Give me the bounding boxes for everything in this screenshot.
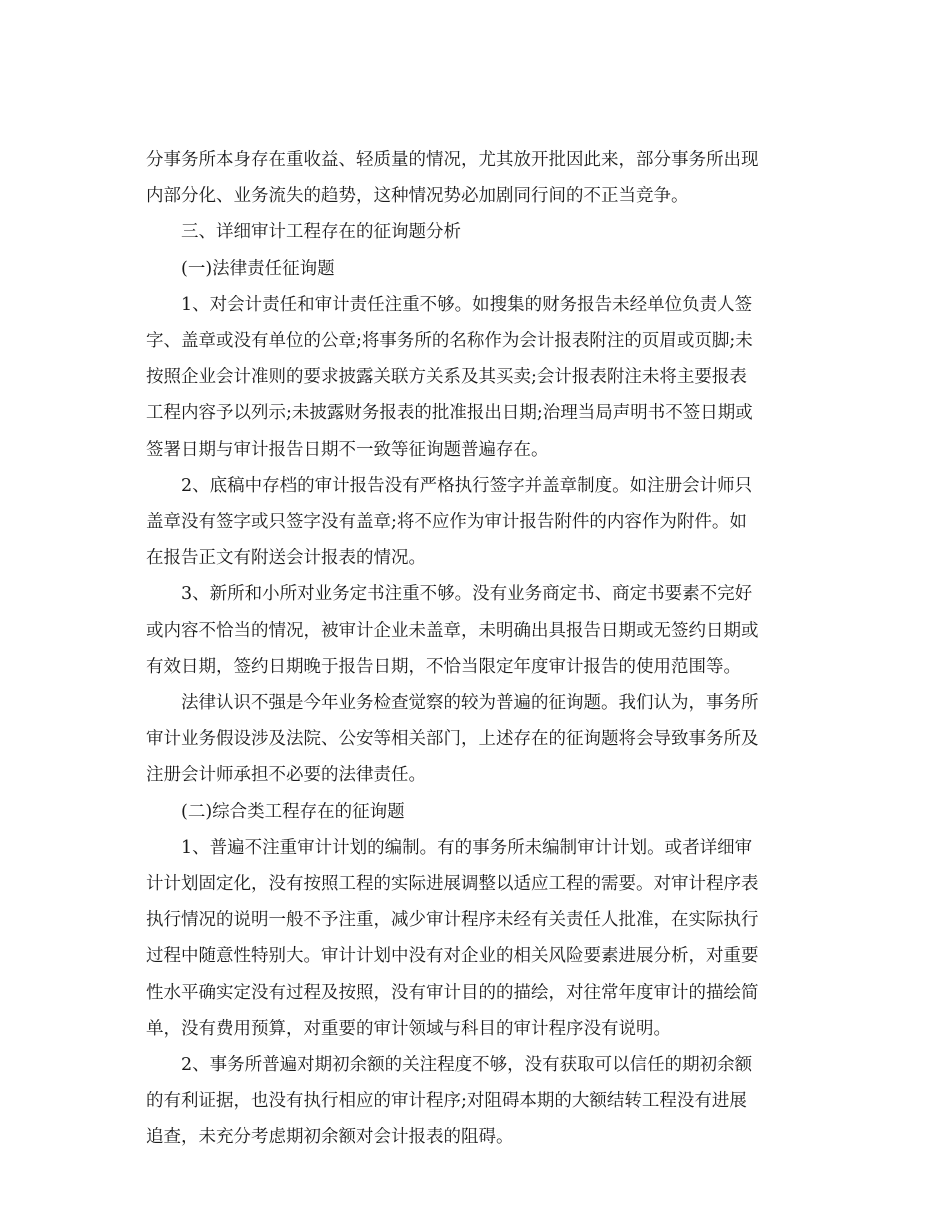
paragraph xyxy=(146,142,814,214)
text-line: (二)综合类工程存在的征询题 xyxy=(181,801,405,822)
text-line: 计计划固定化，没有按照工程的实际进展调整以适应工程的需要。对审计程序表 xyxy=(146,874,759,895)
paragraph xyxy=(146,1047,814,1156)
text-line: 单，没有费用预算，对重要的审计领域与科目的审计程序没有说明。 xyxy=(146,1018,671,1039)
text-line: 追查，未充分考虑期初余额对会计报表的阻碍。 xyxy=(146,1127,514,1148)
paragraph xyxy=(146,794,814,830)
text-line: 有效日期，签约日期晚于报告日期，不恰当限定年度审计报告的使用范围等。 xyxy=(146,656,741,677)
text-line: 1、普遍不注重审计计划的编制。有的事务所未编制审计计划。或者详细审 xyxy=(181,837,753,858)
text-line: 3、新所和小所对业务定书注重不够。没有业务商定书、商定书要素不完好 xyxy=(181,584,753,605)
text-line: 盖章没有签字或只签字没有盖章;将不应作为审计报告附件的内容作为附件。如 xyxy=(146,512,747,533)
text-line: 2、事务所普遍对期初余额的关注程度不够，没有获取可以信任的期初余额 xyxy=(181,1055,753,1076)
text-line: 签署日期与审计报告日期不一致等征询题普遍存在。 xyxy=(146,439,549,460)
text-line: 或内容不恰当的情况，被审计企业未盖章，未明确出具报告日期或无签约日期或 xyxy=(146,620,759,641)
paragraph xyxy=(146,287,814,468)
text-line: 工程内容予以列示;未披露财务报表的批准报出日期;治理当局声明书不签日期或 xyxy=(146,403,753,424)
text-line: 1、对会计责任和审计责任注重不够。如搜集的财务报告未经单位负责人签 xyxy=(181,294,753,315)
text-line: 过程中随意性特别大。审计计划中没有对企业的相关风险要素进展分析，对重要 xyxy=(146,946,759,967)
text-line: 法律认识不强是今年业务检查觉察的较为普遍的征询题。我们认为，事务所 xyxy=(181,693,759,714)
text-line: 在报告正文有附送会计报表的情况。 xyxy=(146,548,426,569)
text-line: 性水平确实定没有过程及按照，没有审计目的的描绘，对往常年度审计的描绘简 xyxy=(146,982,759,1003)
text-line: 分事务所本身存在重收益、轻质量的情况，尤其放开批因此来，部分事务所出现 xyxy=(146,150,759,170)
text-line: 内部分化、业务流失的趋势，这种情况势必加剧同行间的不正当竞争。 xyxy=(146,186,689,207)
paragraph xyxy=(146,685,814,794)
text-line: 按照企业会计准则的要求披露关联方关系及其买卖;会计报表附注未将主要报表 xyxy=(146,367,747,388)
paragraph xyxy=(146,214,814,250)
text-line: (一)法律责任征询题 xyxy=(181,258,335,279)
paragraph xyxy=(146,468,814,577)
text-line: 三、详细审计工程存在的征询题分析 xyxy=(181,222,461,243)
text-line: 字、盖章或没有单位的公章;将事务所的名称作为会计报表附注的页眉或页脚;未 xyxy=(146,331,753,352)
text-line: 执行情况的说明一般不予注重，减少审计程序未经有关责任人批准，在实际执行 xyxy=(146,910,759,931)
text-line: 2、底稿中存档的审计报告没有严格执行签字并盖章制度。如注册会计师只 xyxy=(181,475,753,496)
paragraph xyxy=(146,830,814,1047)
document-page xyxy=(146,142,814,1156)
text-line: 注册会计师承担不必要的法律责任。 xyxy=(146,765,426,786)
paragraph xyxy=(146,576,814,685)
text-line: 的有利证据，也没有执行相应的审计程序;对阻碍本期的大额结转工程没有进展 xyxy=(146,1091,747,1112)
paragraph xyxy=(146,251,814,287)
text-line: 审计业务假设涉及法院、公安等相关部门，上述存在的征询题将会导致事务所及 xyxy=(146,729,759,750)
